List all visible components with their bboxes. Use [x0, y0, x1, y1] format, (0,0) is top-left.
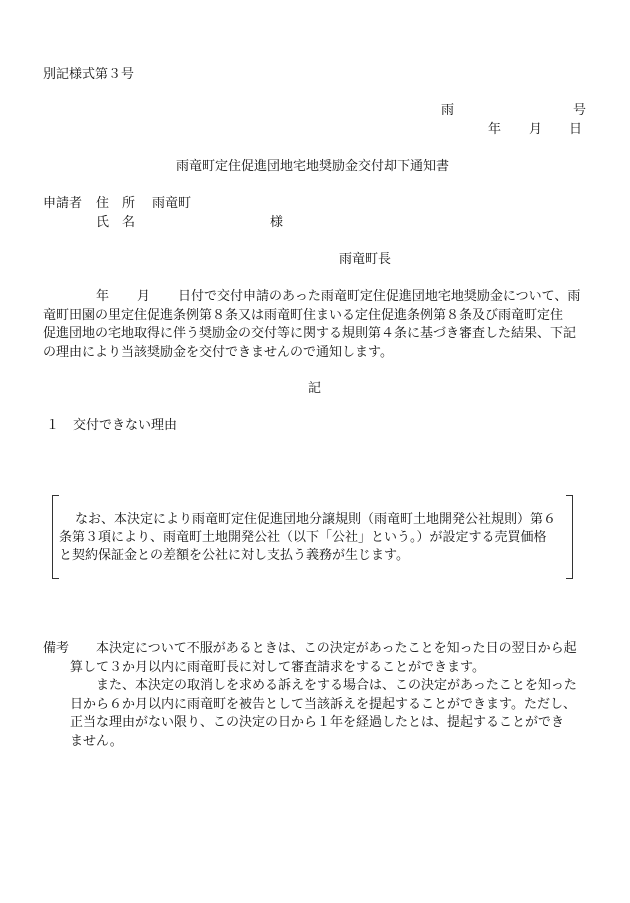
body-line-4: の理由により当該奨励金を交付できませんので通知します。 [43, 345, 393, 360]
body-line-3: 促進団地の宅地取得に伴う奨励金の交付等に関する規則第４条に基づき審査した結果、下記 [43, 326, 577, 341]
body-year: 年 [96, 289, 110, 304]
applicant-label: 申請者 [43, 196, 83, 211]
body-month: 月 [137, 289, 151, 304]
notice-bracket-right [566, 495, 573, 579]
honorific: 様 [270, 215, 284, 230]
document-number-suffix: 号 [573, 103, 587, 118]
remarks-label: 備考 [43, 641, 70, 656]
item-1-label: 交付できない理由 [73, 418, 178, 433]
remarks-p2-line-2: 日から６か月以内に雨竜町を被告として当該訴えを提起することができます。ただし、 [70, 697, 576, 712]
body-line-1: 日付で交付申請のあった雨竜町定住促進団地宅地奨励金について、雨 [178, 289, 581, 304]
document-number-prefix: 雨 [441, 103, 455, 118]
name-label: 氏 名 [96, 215, 136, 230]
remarks-p1-line-1: 本決定について不服があるときは、この決定があったことを知った日の翌日から起 [96, 641, 577, 656]
notice-line-1: なお、本決定により雨竜町定住促進団地分譲規則（雨竜町土地開発公社規則）第６ [75, 512, 557, 527]
form-label: 別記様式第３号 [43, 67, 135, 82]
address-label: 住 所 [96, 196, 136, 211]
notice-line-3: と契約保証金との差額を公社に対し支払う義務が生じます。 [59, 548, 409, 563]
ki-mark: 記 [308, 381, 322, 396]
remarks-p1-line-2: 算して３か月以内に雨竜町長に対して審査請求をすることができます。 [70, 660, 485, 675]
address-value: 雨竜町 [152, 196, 192, 211]
remarks-p2-line-4: ません。 [70, 734, 123, 749]
notice-bracket-left [52, 495, 59, 579]
remarks-p2-line-3: 正当な理由がない限り、この決定の日から１年を経過したとは、提起することができ [70, 715, 565, 730]
issuer: 雨竜町長 [339, 252, 392, 267]
date-month: 月 [529, 122, 543, 137]
date-year: 年 [488, 122, 502, 137]
body-line-2: 竜町田園の里定住促進条例第８条又は雨竜町住まいる定住促進条例第８条及び雨竜町定住 [43, 308, 564, 323]
document-title: 雨竜町定住促進団地宅地奨励金交付却下通知書 [176, 159, 450, 174]
item-1-number: １ [46, 418, 60, 433]
remarks-p2-line-1: また、本決定の取消しを求める訴えをする場合は、この決定があったことを知った [96, 678, 577, 693]
notice-line-2: 条第３項により、雨竜町土地開発公社（以下「公社」という。）が設定する売買価格 [59, 530, 547, 545]
date-day: 日 [569, 122, 583, 137]
